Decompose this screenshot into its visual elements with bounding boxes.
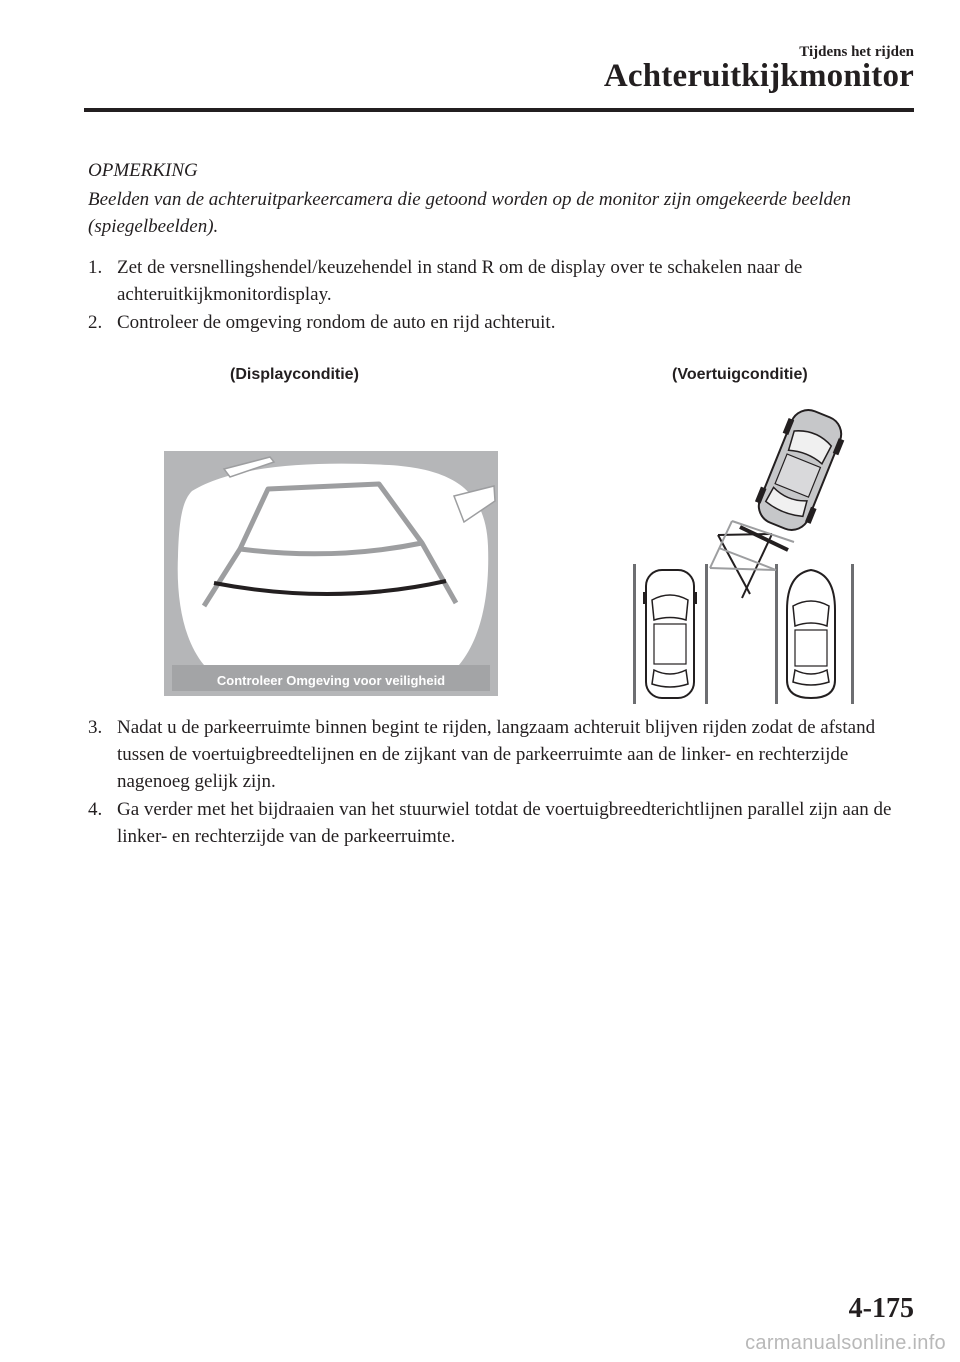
screen-message: Controleer Omgeving voor veiligheid bbox=[216, 673, 446, 688]
page-number: 4-175 bbox=[848, 1293, 914, 1324]
header-divider bbox=[84, 108, 914, 112]
step-4 bbox=[88, 796, 918, 850]
step-text: Nadat u de parkeerruimte binnen begint te rijden, langzaam achteruit blijven rijden zodat de afstand tussen de voertuigbreedtelijnen en de zijkant van de parkeerruimte aan de linker- en rechterzijde nagenoeg gelijk zijn. bbox=[117, 717, 876, 792]
parking-bay-line bbox=[705, 564, 708, 704]
camera-view bbox=[178, 464, 489, 665]
parking-bay-line bbox=[633, 564, 636, 704]
step-2 bbox=[88, 309, 918, 336]
step-text: Controleer de omgeving rondom de auto en rijd achteruit. bbox=[117, 312, 556, 333]
step-text: Zet de versnellingshendel/keuzehendel in stand R om de display over te schakelen naar de achteruitkijkmonitordisplay. bbox=[117, 257, 803, 305]
page-title: Achteruitkijkmonitor bbox=[603, 58, 914, 94]
section-title: Tijdens het rijden bbox=[799, 44, 914, 60]
camera-display-illustration bbox=[164, 451, 498, 696]
step-number: 3. bbox=[88, 717, 103, 738]
vehicle-condition-illustration bbox=[624, 408, 864, 708]
note-text: Beelden van de achteruitparkeercamera die getoond worden op de monitor zijn omgekeerde beelden (spiegelbeelden). bbox=[88, 189, 851, 237]
step-1 bbox=[88, 254, 918, 308]
reversing-car bbox=[750, 408, 851, 537]
note-heading: OPMERKING bbox=[88, 160, 198, 181]
step-number: 1. bbox=[88, 257, 103, 278]
vehicle-condition-label: (Voertuigconditie) bbox=[672, 366, 808, 383]
step-number: 2. bbox=[88, 312, 103, 333]
parking-bay-line bbox=[851, 564, 854, 704]
parking-bay-line bbox=[775, 564, 778, 704]
display-condition-label: (Displayconditie) bbox=[230, 366, 359, 383]
parked-car-left bbox=[643, 570, 697, 698]
step-text: Ga verder met het bijdraaien van het stuurwiel totdat de voertuigbreedterichtlijnen parallel zijn aan de linker- en rechterzijde van de parkeerruimte. bbox=[117, 799, 892, 847]
step-number: 4. bbox=[88, 799, 103, 820]
watermark: carmanualsonline.info bbox=[745, 1332, 946, 1354]
parked-car-right bbox=[787, 570, 835, 698]
step-3 bbox=[88, 714, 918, 795]
